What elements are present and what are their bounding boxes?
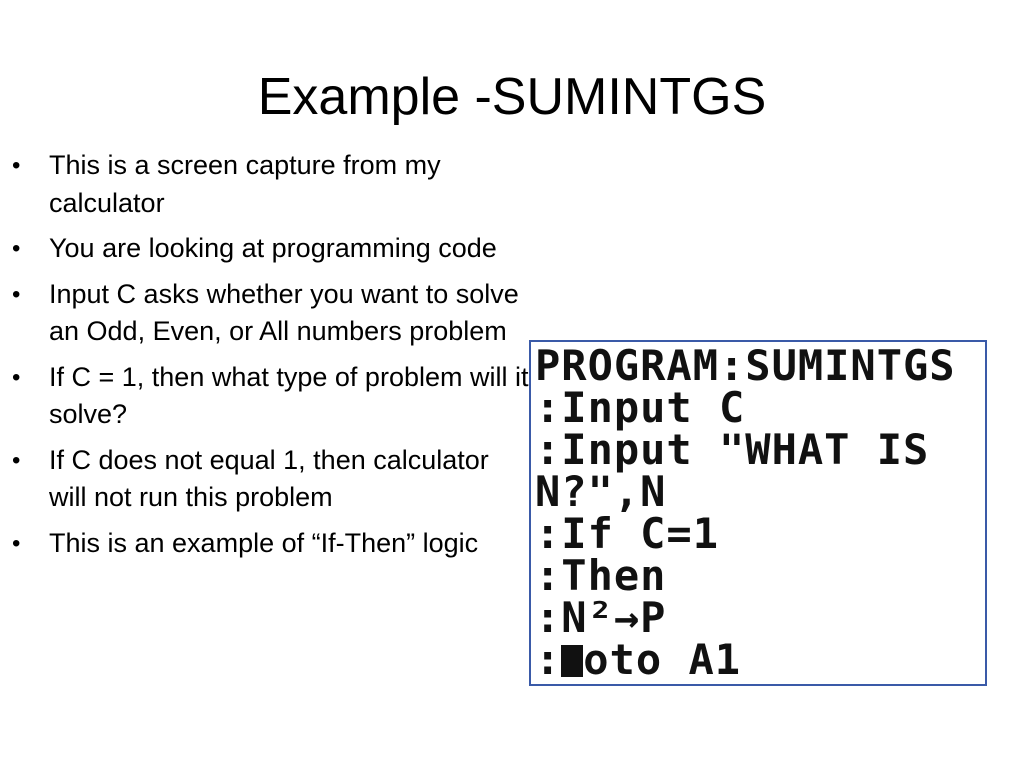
bullet-text: If C = 1, then what type of problem will it solve? (49, 361, 529, 429)
program-line: PROGRAM:SUMINTGS (535, 341, 956, 390)
bullet-icon: • (12, 280, 21, 308)
bullet-text: If C does not equal 1, then calculator will not run this problem (49, 444, 489, 512)
program-line: :N²→P (535, 593, 667, 642)
bullet-icon: • (12, 152, 21, 179)
list-item (12, 525, 532, 563)
bullet-icon: • (12, 363, 21, 391)
bullet-icon: • (12, 235, 21, 262)
list-item (12, 442, 532, 517)
bullet-text: This is an example of “If-Then” logic (49, 527, 479, 558)
bullet-text: Input C asks whether you want to solve an Odd, Even, or All numbers problem (49, 278, 519, 346)
bullet-icon: • (12, 529, 21, 557)
bullet-icon: • (12, 446, 21, 474)
list-item (12, 230, 532, 268)
program-line: :Input C (535, 383, 746, 432)
bullet-list (12, 147, 532, 570)
slide-title: Example -SUMINTGS (257, 68, 767, 126)
cursor-block-icon (561, 645, 583, 677)
list-item (12, 359, 532, 434)
list-item (12, 147, 532, 222)
bullet-text: You are looking at programming code (49, 233, 497, 263)
program-line-cursor (535, 635, 742, 684)
program-line: :Then (535, 551, 667, 600)
program-line-rest: oto A1 (583, 635, 742, 684)
calculator-screen-capture (529, 340, 987, 686)
program-line: :Input "WHAT IS (535, 425, 930, 474)
list-item (12, 276, 532, 351)
program-line: N?",N (535, 467, 667, 516)
program-line: :If C=1 (535, 509, 720, 558)
program-line-prefix: : (535, 635, 562, 684)
bullet-text: This is a screen capture from my calculator (49, 150, 441, 218)
